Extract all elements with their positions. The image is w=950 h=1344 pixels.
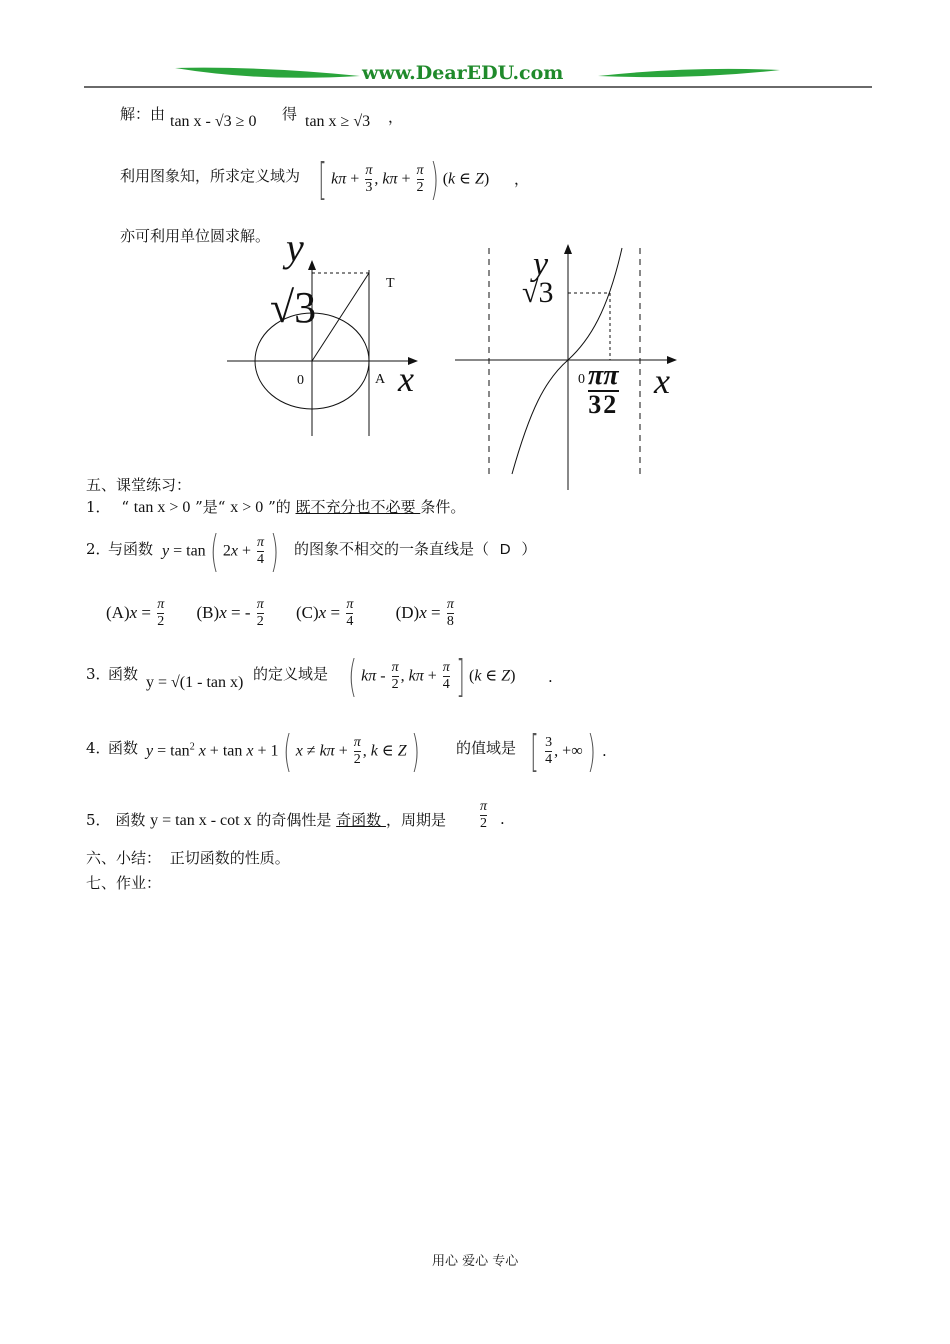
solution-comma: ，: [388, 108, 404, 126]
right-x-label: x: [654, 361, 670, 401]
q2-option: (D)x = $\frac{\pi}{8}$: [395, 597, 454, 629]
solution-line-1: [120, 103, 165, 124]
section6-line: [86, 847, 290, 868]
q4-lead: 函数: [108, 739, 139, 757]
q4-number: 4．: [86, 739, 111, 757]
domain-expression: [ kπ + $\frac{\pi}{3}$ , kπ + $\frac{\pi}{2}$ ) (k ∈ Z): [318, 154, 490, 205]
pi-numerators: ππ: [588, 360, 619, 391]
q1-number: 1．: [86, 498, 111, 516]
solution-de: 得: [282, 105, 298, 123]
left-origin-label: 0: [297, 373, 304, 388]
y-axis-arrow: [308, 260, 316, 270]
q1-mid: ”是“: [195, 498, 226, 516]
solution-ineq-2: tan x ≥ √3: [305, 113, 371, 130]
left-y-label: y: [286, 225, 304, 270]
q4-range-answer: [ $\frac{3}{4}$ , +∞ ): [530, 726, 596, 777]
q5-line: [86, 809, 446, 830]
q5-answer: 奇函数: [336, 811, 386, 829]
q4-tail: 的值域是: [456, 739, 517, 757]
q2-function: y = tan ( 2x + $\frac{\pi}{4}$ ): [162, 526, 279, 577]
pi-denominators: 32: [588, 390, 619, 419]
left-point-T: T: [386, 276, 395, 291]
q5-lead: 函数: [115, 811, 146, 829]
q3-tail: 的定义域是: [253, 665, 329, 683]
q5-mid: 的奇偶性是: [256, 811, 332, 829]
section5-title: 五、课堂练习：: [86, 476, 192, 494]
section7-title: 七、作业：: [86, 874, 162, 892]
q1-answer: 既不充分也不必要: [295, 498, 421, 516]
page-header: [0, 0, 950, 95]
unit-circle-figure: [222, 240, 432, 440]
site-logo: www.DearEDU.com: [362, 62, 564, 84]
q1-tail: 条件。: [420, 498, 466, 516]
q5-function: y = tan x - cot x: [150, 812, 252, 829]
q2-lead: 与函数: [108, 540, 154, 558]
q1-close: ”的: [268, 498, 291, 516]
q3-function: y = √(1 - tan x): [146, 674, 244, 691]
solution-ineq-1: tan x - √3 ≥ 0: [170, 113, 257, 130]
y-axis-arrow: [564, 244, 572, 254]
q2-option: (B)x = - $\frac{\pi}{2}$: [196, 597, 264, 629]
q5-period-fraction: $\frac{\pi}{2}$: [480, 799, 488, 831]
q3-number: 3．: [86, 665, 111, 683]
solution-lead: 解：由: [120, 105, 166, 123]
solution-domain-line: [120, 165, 300, 186]
q2-option: (A)x = $\frac{\pi}{2}$: [106, 597, 165, 629]
section6-title: 六、小结：: [86, 849, 162, 867]
q1-open-quote: “: [121, 498, 129, 516]
right-pi-fraction: [588, 362, 619, 418]
page-footer: 用心 爱心 专心: [432, 1254, 519, 1269]
q5-end: .: [500, 810, 505, 828]
q1-line: [86, 496, 465, 517]
q2-option: (C)x = $\frac{\pi}{4}$: [296, 597, 354, 629]
left-x-label: x: [398, 359, 414, 399]
right-sqrt3-label: √3: [522, 276, 554, 309]
q3-end: .: [548, 668, 553, 686]
q2-tail: 的图象不相交的一条直线是（ D ）: [294, 540, 537, 558]
left-sqrt3-label: √3: [270, 283, 317, 332]
left-point-A: A: [375, 372, 386, 387]
q4-end: .: [602, 742, 607, 760]
q2-number: 2．: [86, 540, 111, 558]
unit-circle-note: 亦可利用单位圆求解。: [120, 227, 271, 245]
q5-number: 5．: [86, 811, 111, 829]
right-origin-label: 0: [578, 372, 585, 387]
domain-end: ，: [514, 170, 530, 188]
section6-text: 正切函数的性质。: [169, 849, 290, 867]
q3-lead: 函数: [108, 665, 139, 683]
q5-period: ，周期是: [385, 811, 446, 829]
q1-expr2: x > 0: [230, 499, 264, 516]
q2-answer: D: [499, 541, 511, 558]
domain-lead-text: 利用图象知，所求定义域为: [120, 167, 301, 185]
q2-options: [106, 598, 456, 629]
q1-expr1: tan x > 0: [133, 499, 191, 516]
q4-function: $y = \tan^2 x + \tan x + 1$ ( x ≠ kπ + $\frac{\pi}{2}$ , k ∈ Z ): [146, 726, 420, 777]
q3-domain-answer: ( kπ - $\frac{\pi}{2}$ , kπ + $\frac{\pi}{4}$ ] (k ∈ Z): [348, 651, 516, 702]
terminal-ray: [312, 273, 369, 361]
right-y-label: y: [533, 246, 549, 283]
